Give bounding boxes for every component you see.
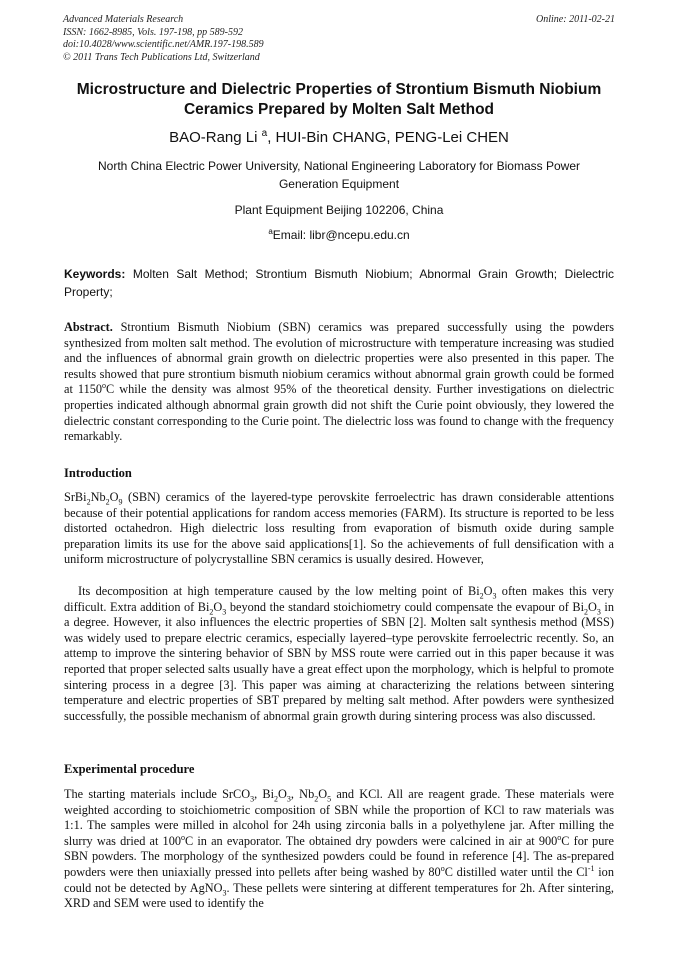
t: O (318, 787, 328, 801)
experimental-paragraph (64, 787, 614, 912)
t: . These pellets were sintering at different temperatures for 2h. After sintering, XRD and SEM were used to identify the (64, 880, 615, 911)
journal-header (63, 14, 264, 64)
email-sup: a (268, 227, 273, 236)
t: O (213, 599, 223, 614)
s: o (181, 832, 185, 842)
affiliation-line-2: Generation Equipment (278, 177, 400, 191)
s: 2 (274, 794, 279, 804)
t: SrBi (64, 490, 87, 504)
other-authors: , HUI-Bin CHANG, PENG-Lei CHEN (267, 129, 509, 146)
s: 2 (479, 591, 484, 601)
t: Nb (90, 490, 106, 504)
t: beyond the standard stoichiometry could compensate the evapour of Bi (226, 599, 584, 614)
degree-sup: o (102, 381, 107, 391)
email-text: Email: libr@ncepu.edu.cn (272, 228, 410, 242)
t: O (109, 490, 119, 504)
authors (40, 128, 638, 148)
s: -1 (587, 863, 595, 873)
s: 2 (584, 607, 588, 617)
s: 2 (86, 497, 91, 507)
s: 3 (286, 794, 291, 804)
s: o (440, 863, 445, 873)
s: o (557, 832, 562, 842)
keywords-label: Keywords: (64, 267, 126, 281)
t: O (588, 599, 597, 614)
t: (SBN) ceramics of the layered-type perovskite ferroelectric has drawn considerable attentions because of their potential applications for random access memories (FARM). Its structure is reported to be less distorted octahedron. High dielectric loss resulting from evaporation of bismuth oxide during sample preparation limits its use for the above said applications[1]. So the achievements of full densification with a uniform microstructure of polycrystalline SBN ceramics is usually desired. However, (64, 490, 614, 567)
s: 2 (105, 497, 110, 507)
title-line-2: Ceramics Prepared by Molten Salt Method (183, 101, 495, 118)
abstract (64, 320, 614, 445)
t: and KCl. All are reagent grade. These materials were weighted according to stoichiometric composition of SBN while the proportion of KCl to raw materials was 1:1. The samples were milled in alcohol for 24h using zirconia balls in a polyethylene jar. After milling the slurry was dried at 100 (64, 787, 614, 848)
title-line-1: Microstructure and Dielectric Properties of Strontium Bismuth Niobium (76, 81, 602, 98)
abstract-label: Abstract. (64, 320, 113, 334)
s: 3 (492, 591, 497, 601)
online-date: Online: 2011-02-21 (536, 14, 615, 25)
email (60, 226, 618, 244)
t: O (278, 787, 287, 801)
s: 3 (222, 607, 227, 617)
paper-title (40, 80, 638, 120)
s: 3 (250, 794, 255, 804)
author-1-sup: a (261, 128, 268, 139)
experimental-heading: Experimental procedure (64, 762, 195, 776)
t: O (483, 584, 493, 598)
issn: ISSN: 1662-8985, Vols. 197-198, pp 589-592 (63, 26, 243, 38)
copyright: © 2011 Trans Tech Publications Ltd, Switzerland (63, 51, 260, 63)
s: 2 (209, 607, 214, 617)
t: The starting materials include SrCO (64, 787, 251, 801)
journal-name: Advanced Materials Research (63, 14, 184, 25)
intro-heading: Introduction (64, 466, 132, 480)
t: often makes this very difficult. Extra addition of Bi (64, 584, 614, 614)
intro-paragraph-2 (64, 584, 614, 724)
affiliation-address: Plant Equipment Beijing 102206, China (234, 203, 444, 217)
t: ion could not be detected by AgNO (64, 864, 614, 895)
abstract-text-2: C while the density was almost 95% of the theoretical density. Further investigations on dielectric properties indicated although abnormal grain growth did not shift the Curie point obviously, they lowered the dielectric constant corresponding to the Curie point. The dielectric loss was found to change with the frequency remarkably. (64, 382, 614, 444)
doi: doi:10.4028/www.scientific.net/AMR.197-198.589 (63, 39, 264, 50)
intro-paragraph-1 (64, 490, 614, 568)
t: in a degree. However, it also influences the electric properties of SBN [2]. Molten salt synthesis method (MSS) was widely used to prepare electric ceramics, especially layered–type perovskite ferroelectric recently. So, an attemp to improve the sintering behavior of SBN by MSS route were carried out in this paper because it was reported that proper selected salts usually have a great effect upon the morphology, which is helpful to promote sintering process in a degree [3]. This paper was aiming at characterizing the relations between sintering temperature and electric properties of SBT prepared by melting salt method. After powders were synthesized successfully, the possible mechanism of abnormal grain growth during sintering process was also discussed. (64, 599, 614, 723)
s: 5 (327, 794, 332, 804)
t: Its decomposition at high temperature caused by the low melting point of Bi (78, 584, 480, 598)
s: 3 (596, 607, 601, 617)
t: C in an evaporator. The obtained dry powders were calcined in air at 900 (185, 833, 558, 848)
s: 9 (118, 497, 123, 507)
t: , Bi (254, 787, 275, 801)
s: 2 (314, 794, 319, 804)
keywords (64, 265, 614, 301)
abstract-text-1: Strontium Bismuth Niobium (SBN) ceramics was prepared successfully using the powders synthesized from molten salt method. The evolution of microstructure with temperature increasing was studied and the influences of abnormal grain growth on dielectric properties were also presented in this paper. The results showed that pure strontium bismuth niobium ceramics without abnormal grain growth could be formed at 1150 (64, 320, 614, 397)
author-1: BAO-Rang Li (169, 129, 258, 146)
t: C distilled water until the Cl (444, 864, 588, 879)
t: C for pure SBN powders. The morphology of the synthesized powders could be found in reference [4]. The as-prepared powders were then uniaxially pressed into pellets after being washed by 80 (64, 833, 614, 879)
affiliation (60, 157, 618, 193)
affiliation-line-1: North China Electric Power University, National Engineering Laboratory for Biomass Power (98, 159, 580, 173)
keywords-text: Molten Salt Method; Strontium Bismuth Niobium; Abnormal Grain Growth; Dielectric Property; (64, 267, 614, 299)
s: 3 (222, 888, 227, 898)
t: , Nb (290, 787, 315, 801)
